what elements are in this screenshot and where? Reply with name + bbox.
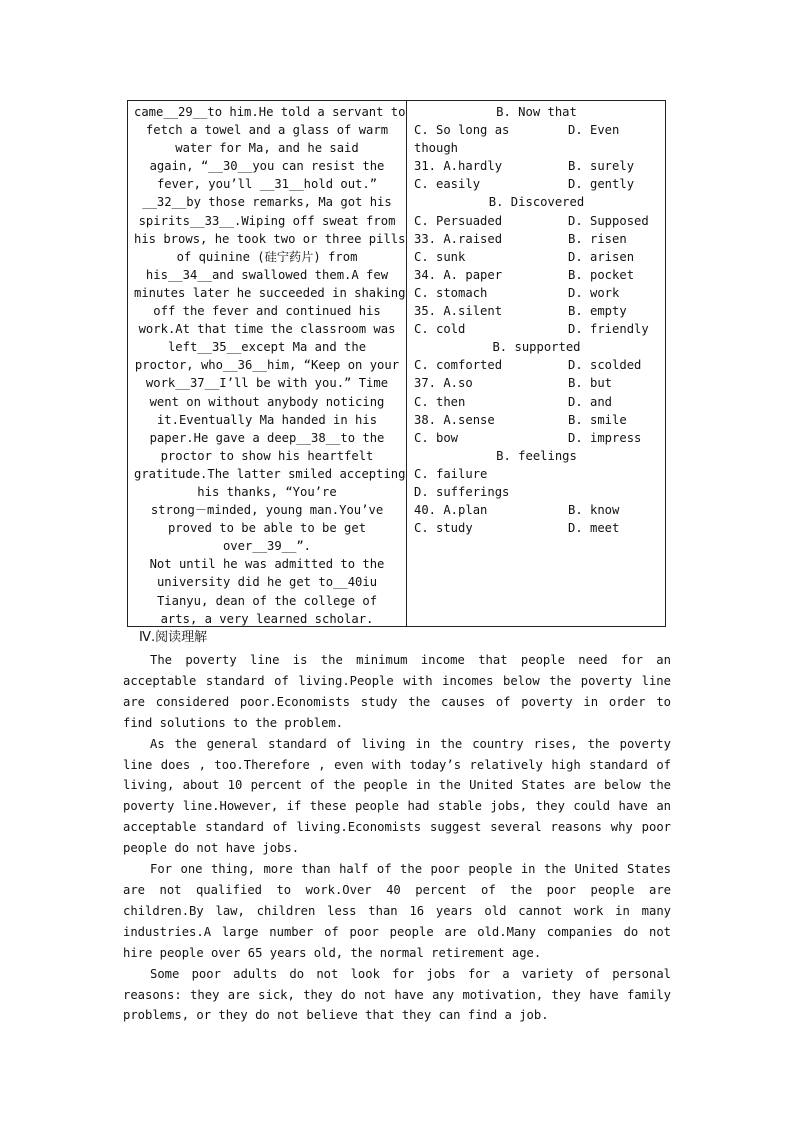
option-row	[414, 501, 659, 519]
option-a: C. easily	[414, 177, 481, 192]
option-b: D. friendly	[568, 322, 649, 337]
option-row	[414, 356, 659, 374]
cloze-line: fever, you’ll __31__hold out.”	[156, 177, 378, 192]
option-b: D. meet	[568, 521, 620, 536]
option-b: B. smile	[568, 412, 627, 427]
option-line: B. supported	[492, 340, 581, 355]
option-row	[414, 230, 659, 248]
passage-paragraph: For one thing, more than half of the poor people in the United States are not qualified to work.Over 40 percent of the poor people are children.By law, children less than 16 years old cannot work in many industries.A large number of poor people are old.Many companies do not hire people over 65 years old, the normal retirement age.	[123, 862, 671, 960]
cloze-line: work__37__I’ll be with you.” Time	[145, 376, 389, 391]
option-line: B. feelings	[496, 448, 577, 463]
cloze-line: water for Ma, and he said	[175, 141, 359, 156]
cloze-line: proved to be able to be get	[167, 521, 367, 536]
cloze-line: over__39__”.	[222, 539, 312, 554]
cloze-line: again, “__30__you can resist the	[149, 159, 385, 174]
option-a: 40. A.plan	[414, 503, 488, 518]
option-b: D. work	[568, 285, 620, 300]
option-a: C. sunk	[414, 249, 466, 264]
cloze-line: university did he get to__40iu	[156, 575, 378, 590]
cloze-line: strong－minded, young man.You’ve	[150, 503, 384, 518]
cloze-line: gratitude.The latter smiled accepting	[134, 466, 406, 481]
option-b: B. but	[568, 376, 613, 391]
option-b: D. Supposed	[568, 213, 649, 228]
cloze-line: off the fever and continued his	[153, 304, 381, 319]
cloze-line: went on without anybody noticing	[149, 394, 385, 409]
passage-paragraph: The poverty line is the minimum income that people need for an acceptable standard of living.People with incomes below the poverty line are considered poor.Economists study the causes of poverty in order to find solutions to the problem.	[123, 653, 671, 730]
option-b: B. surely	[568, 159, 635, 174]
cloze-line: came__29__to him.He told a servant to	[134, 105, 406, 119]
option-a: C. then	[414, 394, 466, 409]
option-a: C. So long as	[414, 123, 510, 138]
option-a: 33. A.raised	[414, 231, 503, 246]
cloze-line: his thanks, “You’re	[197, 484, 337, 499]
option-row	[414, 429, 659, 447]
option-row	[414, 393, 659, 411]
option-b: D. scolded	[568, 358, 642, 373]
option-b: D. and	[568, 394, 613, 409]
cloze-line: proctor to show his heartfelt	[160, 448, 374, 463]
option-a: C. comforted	[414, 358, 503, 373]
cloze-line: arts, a very learned scholar.	[160, 611, 374, 626]
option-line: B. Now that	[496, 105, 577, 119]
option-row	[414, 248, 659, 266]
option-b: B. pocket	[568, 267, 635, 282]
cloze-line: minutes later he succeeded in shaking	[134, 285, 406, 300]
option-row	[414, 266, 659, 284]
option-a: 38. A.sense	[414, 412, 495, 427]
option-line: B. Discovered	[488, 195, 585, 210]
option-a: C. Persuaded	[414, 213, 503, 228]
cloze-line: left__35__except Ma and the	[167, 340, 367, 355]
option-a: 34. A. paper	[414, 267, 503, 282]
option-line: though	[414, 141, 459, 156]
option-line: C. failure	[414, 466, 488, 481]
option-row	[414, 320, 659, 338]
cloze-passage-column	[128, 101, 407, 626]
option-a: 35. A.silent	[414, 304, 503, 319]
option-a: C. stomach	[414, 285, 488, 300]
option-a: 31. A.hardly	[414, 159, 503, 174]
option-row	[414, 519, 659, 537]
option-row	[414, 175, 659, 193]
cloze-line: it.Eventually Ma handed in his	[156, 412, 378, 427]
option-b: D. impress	[568, 430, 642, 445]
option-a: C. study	[414, 521, 473, 536]
option-row	[414, 121, 659, 139]
option-line: D. sufferings	[414, 484, 510, 499]
section-title: Ⅳ.阅读理解	[139, 630, 208, 645]
option-a: 37. A.so	[414, 376, 473, 391]
cloze-line: proctor, who__36__him, “Keep on your	[134, 358, 400, 373]
option-row	[414, 212, 659, 230]
option-row	[414, 284, 659, 302]
option-a: C. bow	[414, 430, 459, 445]
cloze-line: Not until he was admitted to the	[149, 557, 385, 572]
option-row	[414, 157, 659, 175]
option-b: D. arisen	[568, 249, 635, 264]
option-b: B. risen	[568, 231, 627, 246]
option-b: D. Even	[568, 123, 620, 138]
cloze-line: of quinine (硅宁药片) from	[176, 249, 358, 264]
option-b: D. gently	[568, 177, 635, 192]
cloze-line: fetch a towel and a glass of warm	[145, 123, 389, 138]
cloze-line: his__34__and swallowed them.A few	[145, 267, 389, 282]
option-row	[414, 411, 659, 429]
option-b: B. empty	[568, 304, 627, 319]
passage-paragraph: As the general standard of living in the country rises, the poverty line does , too.Therefore , even with today’s relatively high standard of living, about 10 percent of the people in the United States are below the poverty line.However, if these people had stable jobs, they could have an acceptable standard of living.Economists suggest several reasons why poor people do not have jobs.	[123, 736, 671, 856]
cloze-line: work.At that time the classroom was	[138, 322, 396, 337]
cloze-options-column	[407, 101, 665, 626]
cloze-line: Tianyu, dean of the college of	[156, 593, 378, 608]
cloze-line: paper.He gave a deep__38__to the	[149, 430, 385, 445]
option-row	[414, 374, 659, 392]
cloze-line: spirits__33__.Wiping off sweat from	[138, 213, 396, 228]
option-b: B. know	[568, 503, 620, 518]
reading-passage	[123, 650, 671, 1026]
passage-paragraph: Some poor adults do not look for jobs for a variety of personal reasons: they are sick, they do not have any motivation, they have family problems, or they do not believe that they can find a job.	[123, 966, 671, 1023]
option-row	[414, 302, 659, 320]
option-a: C. cold	[414, 322, 466, 337]
cloze-table	[127, 100, 666, 627]
cloze-line: his brows, he took two or three pills	[134, 231, 406, 246]
cloze-line: __32__by those remarks, Ma got his	[142, 195, 392, 210]
